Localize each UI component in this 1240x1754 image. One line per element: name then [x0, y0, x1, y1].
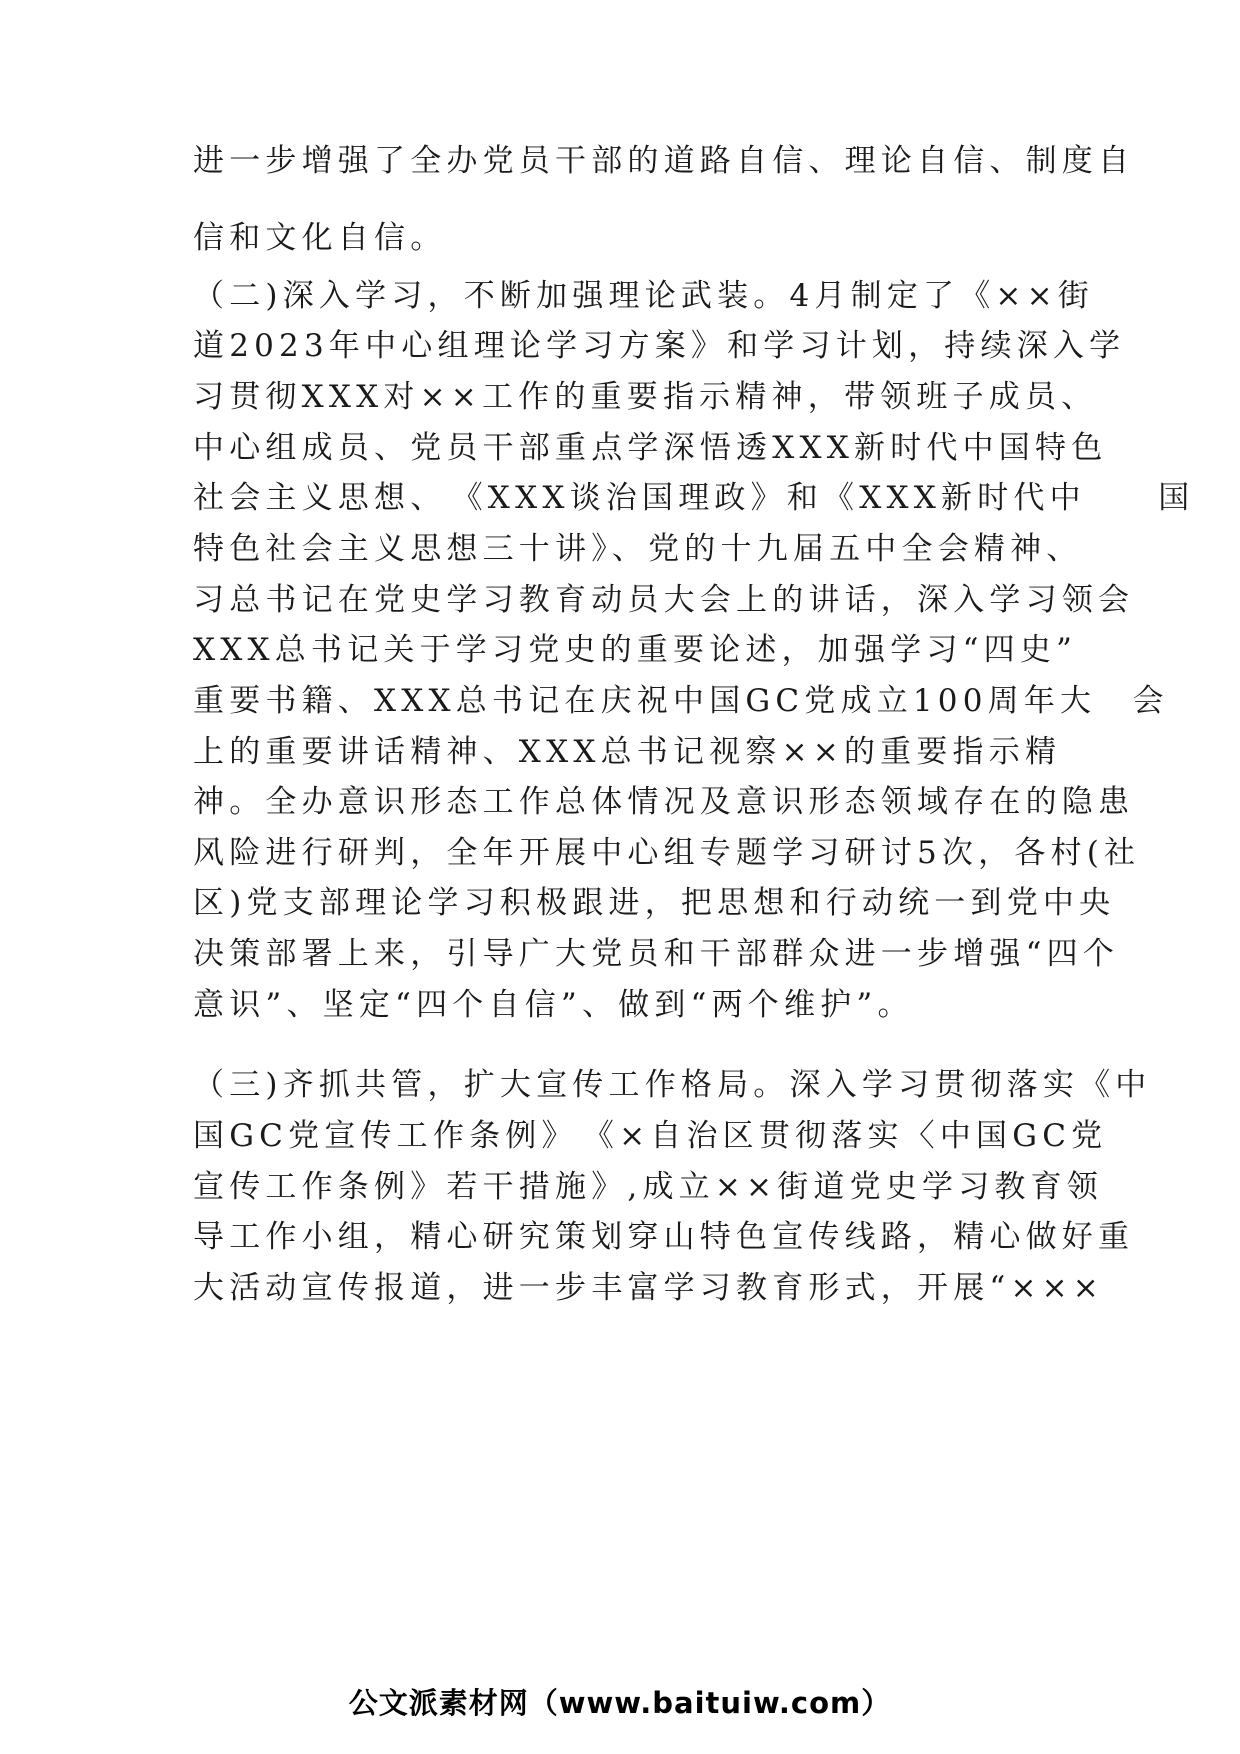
footer-source-watermark: 公文派素材网（www.baituiw.com）: [348, 1686, 892, 1720]
body-text-line: 大活动宣传报道，进一步丰富学习教育形式，开展“×××: [193, 1270, 1104, 1306]
body-text-line: XXX总书记关于学习党史的重要论述，加强学习“四史”: [193, 632, 1078, 668]
body-text-line: 进一步增强了全办党员干部的道路自信、理论自信、制度自: [193, 143, 1135, 179]
body-text-line: 意识”、坚定“四个自信”、做到“两个维护”。: [193, 987, 914, 1023]
body-text-line: 道2023年中心组理论学习方案》和学习计划，持续深入学: [193, 328, 1126, 364]
body-text-line: 上的重要讲话精神、XXX总书记视察××的重要指示精: [193, 734, 1062, 770]
body-text-line: 中心组成员、党员干部重点学深悟透XXX新时代中国特色: [193, 430, 1108, 466]
body-text-line: 国GC党宣传工作条例》 《×自治区贯彻落实〈中国GC党: [193, 1118, 1108, 1154]
body-text-line: 区)党支部理论学习积极跟进，把思想和行动统一到党中央: [193, 885, 1116, 921]
body-text-line: 社会主义思想、 《XXX谈治国理政》和《XXX新时代中 国: [193, 480, 1195, 516]
body-text-line: 习贯彻XXX对××工作的重要指示精神，带领班子成员、: [193, 379, 1098, 415]
body-text-line: 决策部署上来，引导广大党员和干部群众进一步增强“四个: [193, 936, 1120, 972]
body-text-line: 导工作小组，精心研究策划穿山特色宣传线路，精心做好重: [193, 1219, 1135, 1255]
body-text-line: 重要书籍、XXX总书记在庆祝中国GC党成立100周年大 会: [193, 683, 1169, 719]
body-text-line: 特色社会主义思想三十讲》、党的十九届五中全会精神、: [193, 531, 1083, 567]
body-text-line: 习总书记在党史学习教育动员大会上的讲话，深入学习领会: [193, 582, 1135, 618]
body-text-line: 风险进行研判，全年开展中心组专题学习研讨5次，各村(社: [193, 835, 1141, 871]
section-heading-line: （二)深入学习，不断加强理论武装。4月制定了《××街: [193, 278, 1094, 314]
body-text-line: 信和文化自信。: [193, 220, 447, 256]
section-heading-line: （三)齐抓共管，扩大宣传工作格局。深入学习贯彻落实《中: [193, 1067, 1152, 1103]
body-text-line: 神。全办意识形态工作总体情况及意识形态领域存在的隐患: [193, 784, 1135, 820]
body-text-line: 宣传工作条例》若干措施》,成立××街道党史学习教育领: [193, 1169, 1104, 1205]
